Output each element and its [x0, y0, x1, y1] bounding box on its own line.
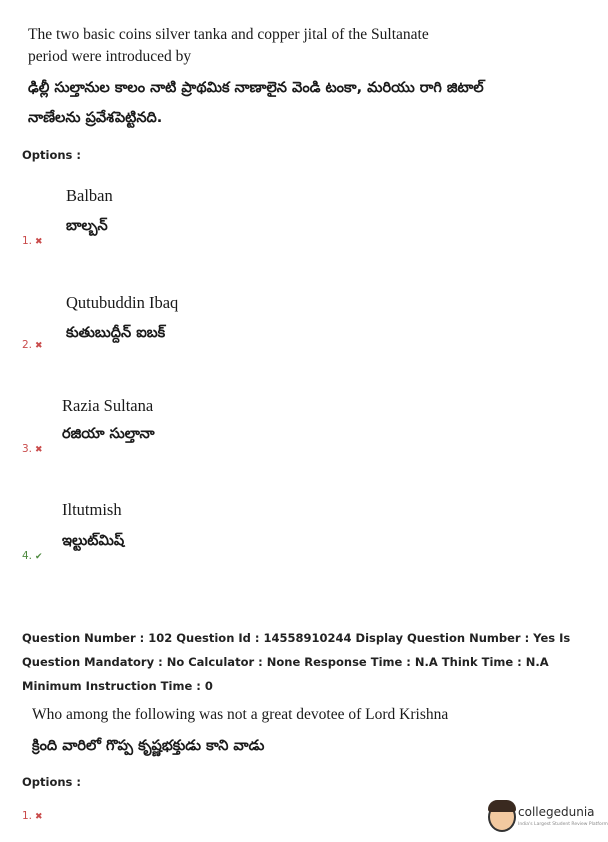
q2-option-1-marker[interactable] — [22, 810, 43, 822]
option-2-telugu: కుతుబుద్దీన్ ఐబక్ — [66, 325, 166, 341]
option-number: 1. — [22, 235, 33, 247]
option-number: 2. — [22, 339, 33, 351]
option-1-marker[interactable] — [22, 235, 43, 247]
question-2-text-english: Who among the following was not a great devotee of Lord Krishna — [32, 706, 449, 723]
options-label-2: Options : — [22, 775, 81, 789]
logo-tagline: India's Largest Student Review Platform — [518, 822, 608, 827]
option-3-english: Razia Sultana — [62, 396, 154, 415]
option-2-english: Qutubuddin Ibaq — [66, 293, 179, 312]
option-2-marker[interactable] — [22, 339, 43, 351]
option-1-english: Balban — [66, 186, 113, 205]
option-4-marker[interactable] — [22, 550, 43, 562]
cross-icon: ✖ — [35, 445, 43, 455]
option-number: 4. — [22, 550, 33, 562]
question-metadata: Question Number : 102 Question Id : 14558910244 Display Question Number : Yes Is Question Mandatory : No Calculator : None Response Time : N.A Think Time : N.A Minimum Instruction Time : 0 — [22, 631, 571, 693]
cross-icon: ✖ — [35, 812, 43, 822]
check-icon: ✔ — [35, 552, 43, 562]
logo-name: collegedunia — [518, 805, 595, 819]
question-2-text-telugu: క్రింది వారిలో గొప్ప కృష్ణభక్తుడు కాని వాడు — [32, 738, 265, 754]
cross-icon: ✖ — [35, 341, 43, 351]
option-number: 3. — [22, 443, 33, 455]
option-4-english: Iltutmish — [62, 500, 122, 519]
hair-shape — [488, 800, 516, 812]
cross-icon: ✖ — [35, 237, 43, 247]
collegedunia-logo — [488, 800, 608, 834]
options-label: Options : — [22, 148, 81, 162]
question-text-english: The two basic coins silver tanka and copper jital of the Sultanate period were introduced by — [28, 26, 429, 65]
option-4-telugu: ఇల్టుట్‌మిష్ — [62, 533, 125, 549]
option-1-telugu: బాల్బన్ — [66, 218, 108, 234]
option-3-telugu: రజియా సుల్తానా — [62, 426, 155, 442]
question-text-telugu: ఢిల్లీ సుల్తానుల కాలం నాటి ప్రాథమిక నాణాలైన వెండి టంకా, మరియు రాగి జిటాల్ నాణేలను ప్రవేశపెట్టినది. — [28, 80, 484, 126]
option-number: 1. — [22, 810, 33, 822]
option-3-marker[interactable] — [22, 443, 43, 455]
